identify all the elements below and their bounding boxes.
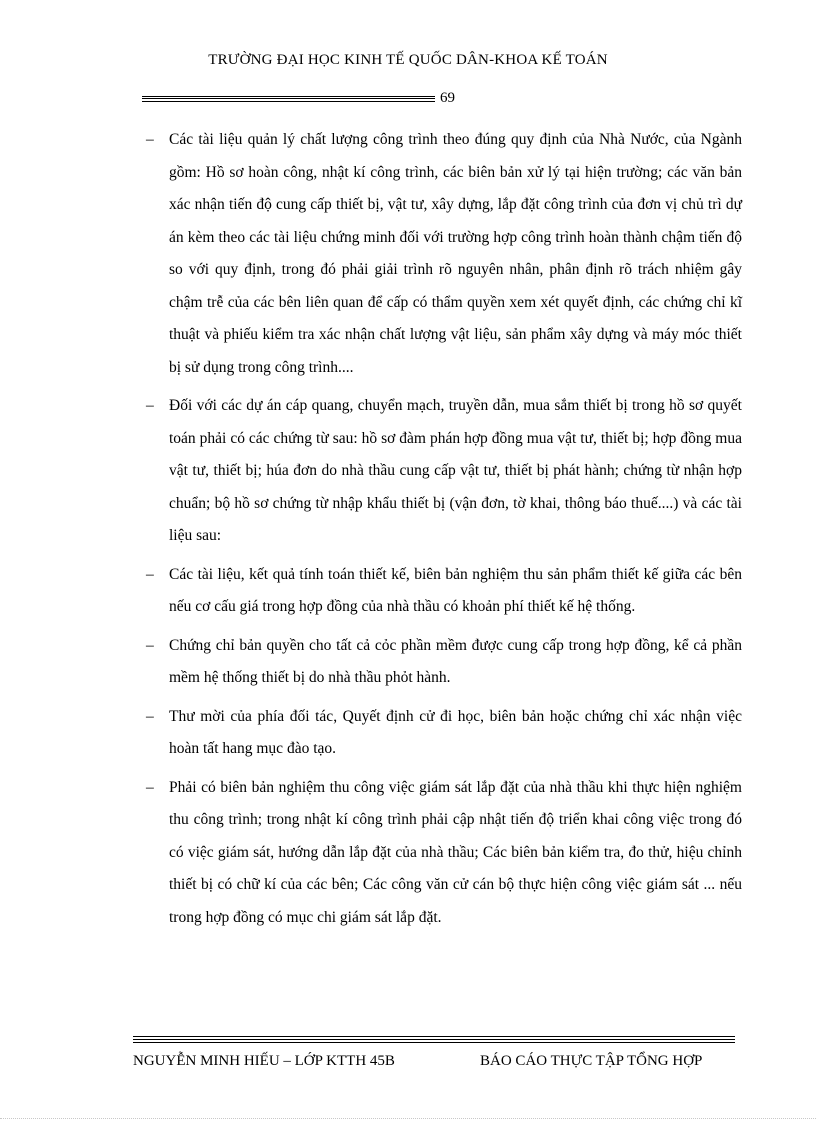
bullet-dash: – bbox=[146, 131, 154, 148]
page-header-title: TRƯỜNG ĐẠI HỌC KINH TẾ QUỐC DÂN-KHOA KẾ TOÁN bbox=[208, 52, 608, 68]
footer-rule bbox=[133, 1036, 735, 1043]
bullet-dash: – bbox=[146, 778, 154, 796]
footer-report-title: BÁO CÁO THỰC TẬP TỔNG HỢP bbox=[480, 1053, 703, 1069]
bullet-text: Thư mời của phía đối tác, Quyết định cử đi học, biên bản hoặc chứng chỉ xác nhận việc hoàn tất hang mục đào tạo. bbox=[169, 707, 742, 757]
footer-author: NGUYỄN MINH HIẾU – LỚP KTTH 45B bbox=[133, 1053, 395, 1069]
document-body bbox=[140, 124, 742, 940]
bullet-dash: – bbox=[146, 636, 154, 654]
page-bottom-divider bbox=[0, 1118, 816, 1119]
bullet-item bbox=[140, 701, 742, 766]
bullet-text: Chứng chỉ bản quyền cho tất cả cỏc phần mềm được cung cấp trong hợp đồng, kể cả phần mềm hệ thống thiết bị do nhà thầu phỏt hành. bbox=[169, 636, 742, 686]
bullet-text: Các tài liệu quản lý chất lượng công trình theo đúng quy định của Nhà Nước, của Ngành gồm: Hồ sơ hoàn công, nhật kí công trình, các biên bản xử lý tại hiện trường; các văn bản xác nhận tiến độ cung cấp thiết bị, vật tư, xây dựng, lắp đặt công trình của đơn vị chủ trì dự án kèm theo các tài liệu chứng minh đối với trường hợp công trình hoàn thành chậm tiến độ so với quy định, trong đó phải giải trình rõ nguyên nhân, phân định rõ trách nhiệm gây chậm trễ của các bên liên quan để cấp có thẩm quyền xem xét quyết định, các chứng chỉ kĩ thuật và phiếu kiểm tra xác nhận chất lượng vật liệu, sản phẩm xây dựng và máy móc thiết bị sử dụng trong công trình.... bbox=[169, 131, 742, 376]
header-rule bbox=[142, 96, 435, 102]
bullet-item bbox=[140, 124, 742, 384]
bullet-item bbox=[140, 390, 742, 553]
bullet-item bbox=[140, 630, 742, 695]
bullet-item bbox=[140, 559, 742, 624]
bullet-text: Phải có biên bản nghiệm thu công việc giám sát lắp đặt của nhà thầu khi thực hiện nghiệm thu công trình; trong nhật kí công trình phải cập nhật tiến độ triển khai công việc trong đó có việc giám sát, hướng dẫn lắp đặt của nhà thầu; Các biên bản kiểm tra, đo thử, hiệu chỉnh thiết bị có chữ kí của các bên; Các công văn cử cán bộ thực hiện công việc giám sát ... nếu trong hợp đồng có mục chi giám sát lắp đặt. bbox=[169, 778, 742, 926]
page-number: 69 bbox=[440, 90, 455, 106]
bullet-text: Các tài liệu, kết quả tính toán thiết kế, biên bản nghiệm thu sản phẩm thiết kế giữa các bên nếu cơ cấu giá trong hợp đồng của nhà thầu có khoản phí thiết kế hệ thống. bbox=[169, 565, 742, 615]
bullet-text: Đối với các dự án cáp quang, chuyển mạch, truyền dẫn, mua sắm thiết bị trong hồ sơ quyết toán phải có các chứng từ sau: hồ sơ đàm phán hợp đồng mua vật tư, thiết bị; hợp đồng mua vật tư, thiết bị; húa đơn do nhà thầu cung cấp vật tư, thiết bị phát hành; chứng từ nhận hợp chuẩn; bộ hồ sơ chứng từ nhập khẩu thiết bị (vận đơn, tờ khai, thông báo thuế....) và các tài liệu sau: bbox=[169, 397, 742, 544]
bullet-item bbox=[140, 772, 742, 935]
bullet-dash: – bbox=[146, 707, 154, 725]
bullet-dash: – bbox=[146, 565, 154, 583]
bullet-dash: – bbox=[146, 397, 154, 414]
header-rule-row bbox=[142, 90, 472, 110]
